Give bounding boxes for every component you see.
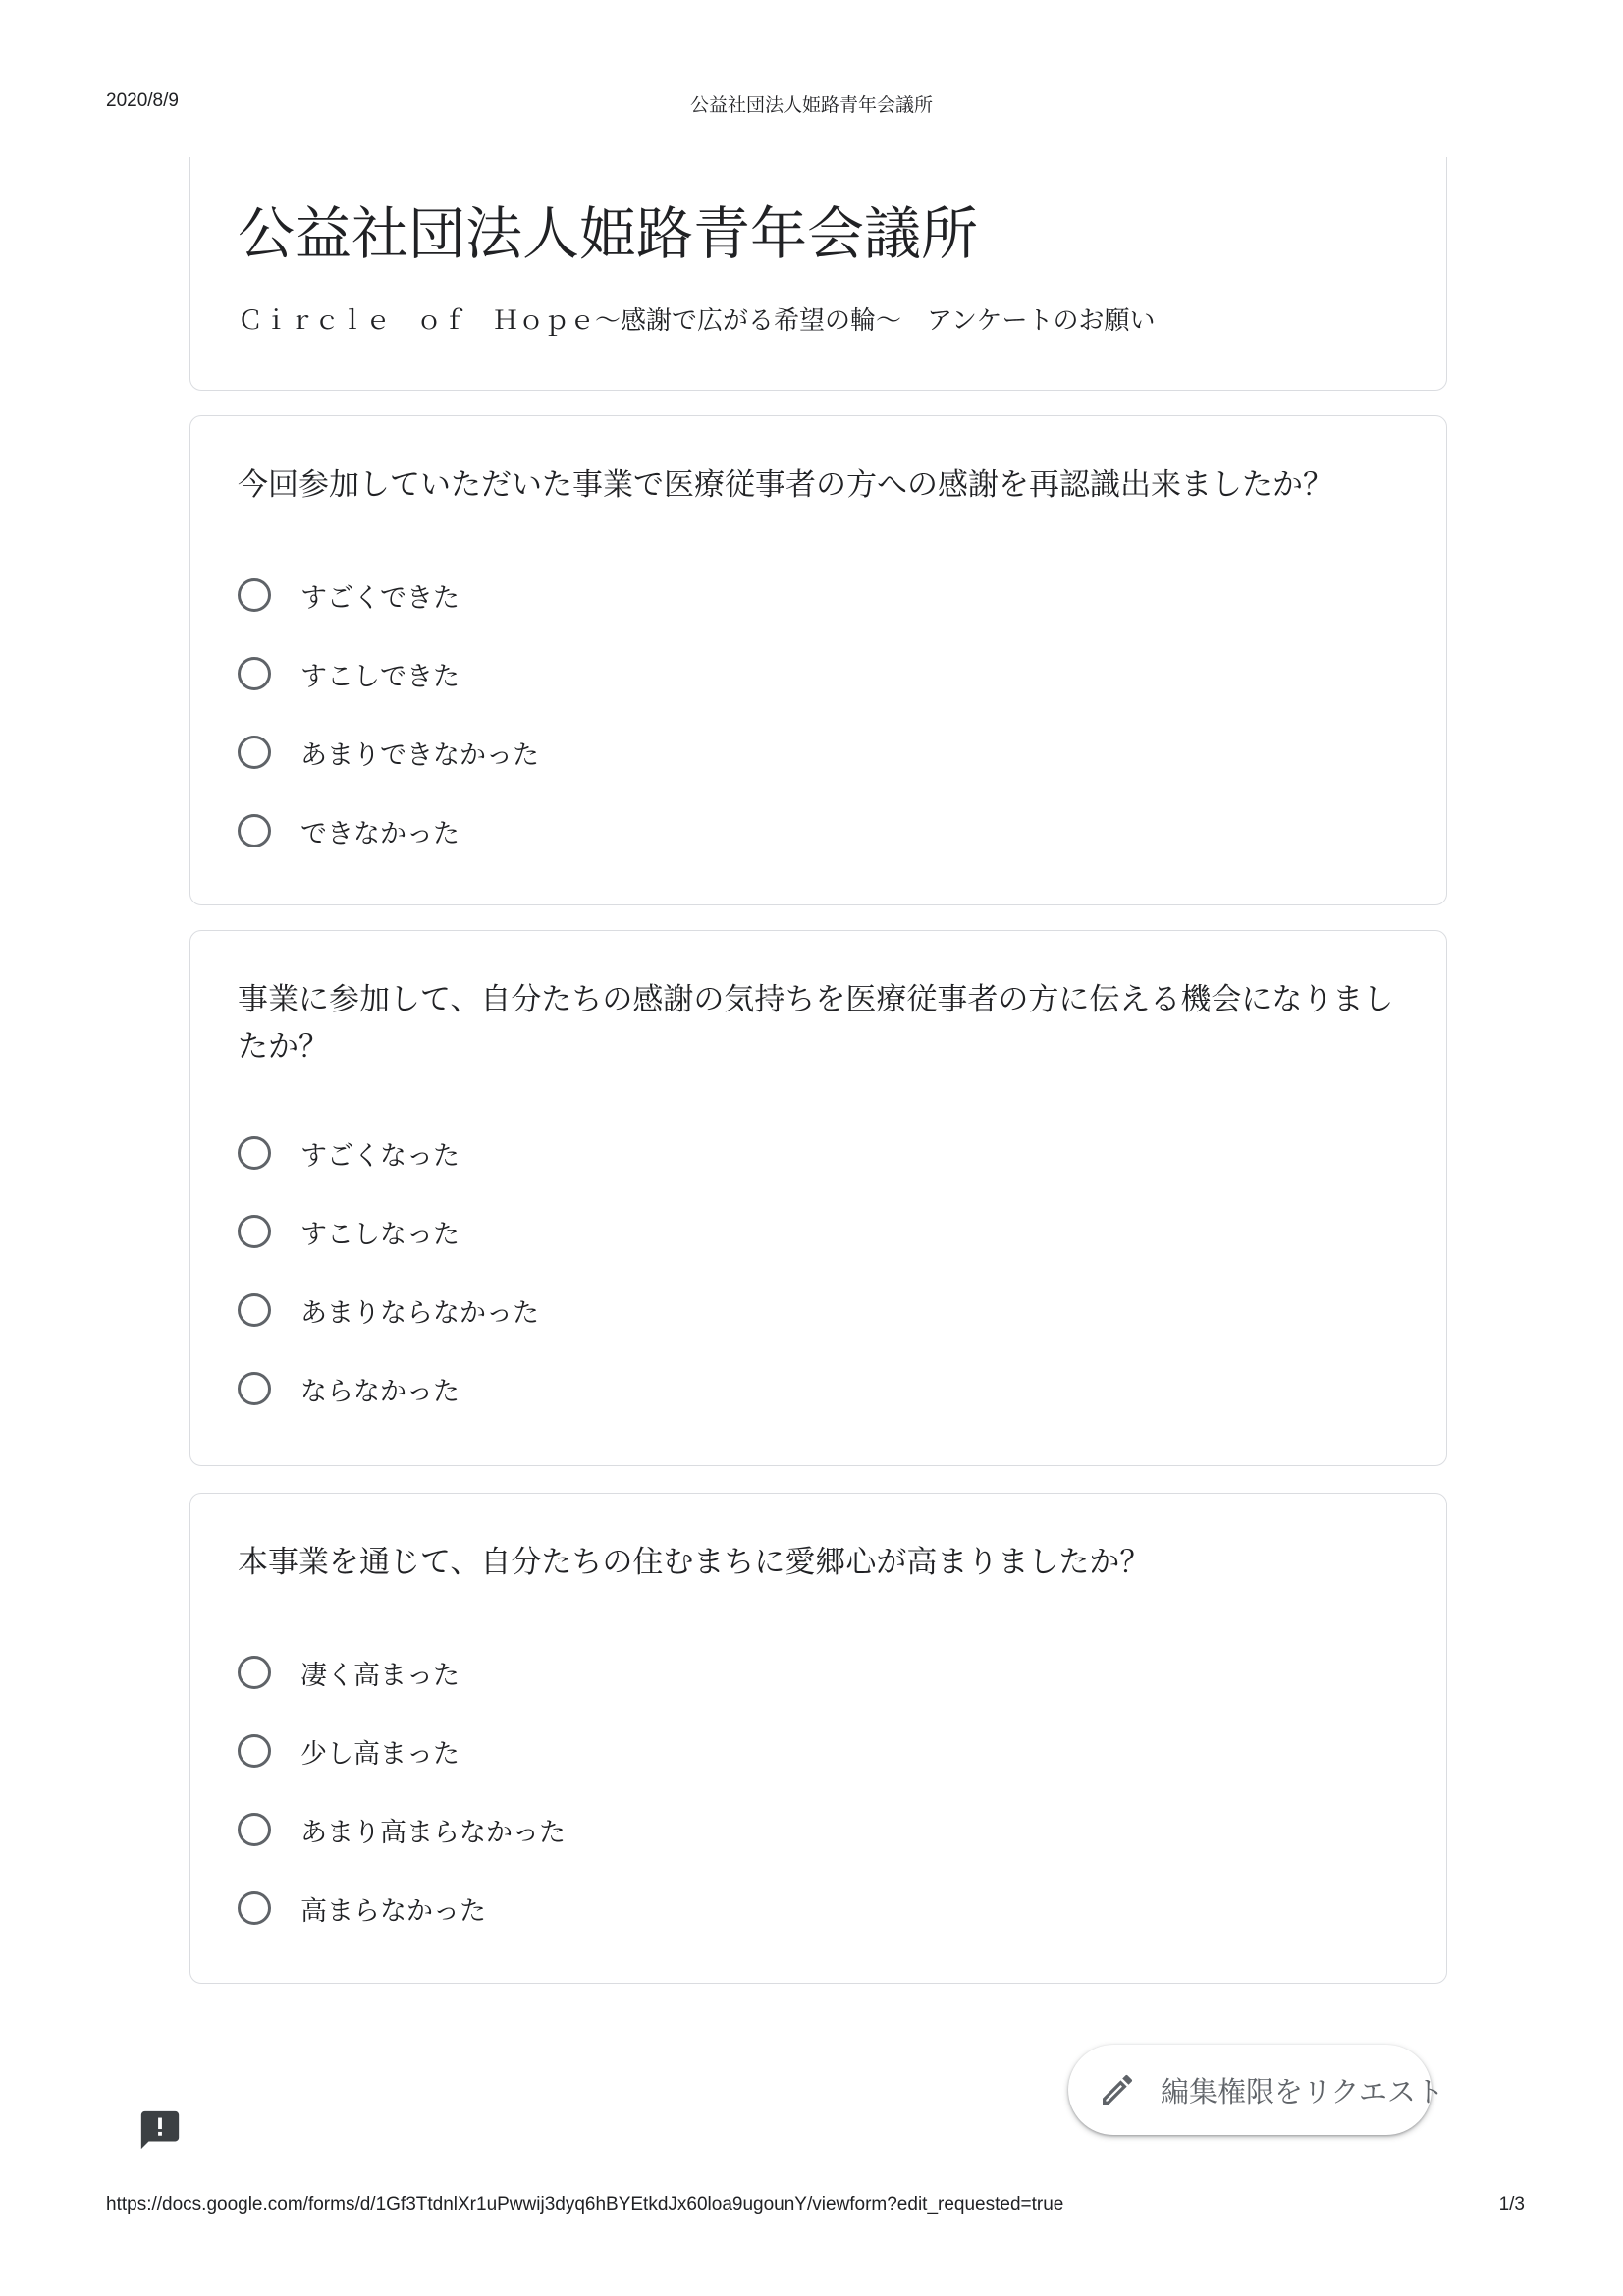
radio-option-label: できなかった — [300, 818, 460, 849]
radio-button[interactable] — [238, 578, 271, 612]
radio-button[interactable] — [238, 1215, 271, 1248]
radio-option[interactable] — [238, 1869, 1399, 1947]
question-title: 本事業を通じて、自分たちの住むまちに愛郷心が高まりましたか？ — [238, 1545, 1151, 1580]
print-date: 2020/8/9 — [106, 90, 179, 111]
radio-option-label: すこしなった — [300, 1219, 460, 1250]
question-card-3 — [189, 1493, 1447, 1984]
radio-option[interactable] — [238, 792, 1399, 870]
radio-group — [238, 556, 1399, 870]
radio-option-label: あまりならなかった — [300, 1297, 539, 1329]
radio-option-label: すこしできた — [300, 661, 460, 692]
radio-option-label: すごくなった — [300, 1140, 460, 1172]
radio-button[interactable] — [238, 736, 271, 769]
radio-option-label: あまり高まらなかった — [300, 1817, 566, 1848]
request-edit-access-button[interactable] — [1068, 2045, 1444, 2135]
radio-button[interactable] — [238, 1136, 271, 1170]
radio-option-label: 少し高まった — [300, 1738, 460, 1770]
print-footer — [0, 2194, 1623, 2219]
radio-option[interactable] — [238, 713, 1399, 792]
radio-button[interactable] — [238, 1891, 271, 1925]
form-title: 公益社団法人姫路青年会議所 — [238, 200, 979, 267]
radio-option[interactable] — [238, 1114, 1399, 1192]
radio-button[interactable] — [238, 1293, 271, 1327]
radio-option[interactable] — [238, 1790, 1399, 1869]
question-card-2 — [189, 930, 1447, 1466]
pencil-icon — [1098, 2070, 1137, 2109]
radio-option[interactable] — [238, 556, 1399, 634]
radio-group — [238, 1633, 1399, 1947]
radio-button[interactable] — [238, 1656, 271, 1689]
radio-option-label: あまりできなかった — [300, 739, 539, 771]
radio-group — [238, 1114, 1399, 1428]
radio-button[interactable] — [238, 814, 271, 847]
print-header — [0, 90, 1623, 116]
radio-option[interactable] — [238, 634, 1399, 713]
question-title: 今回参加していただいた事業で医療従事者の方への感謝を再認識出来ましたか？ — [238, 467, 1333, 503]
radio-option-label: 高まらなかった — [300, 1895, 486, 1927]
question-title: 事業に参加して、自分たちの感謝の気持ちを医療従事者の方に伝える機会になりましたか？ — [238, 982, 1394, 1065]
radio-option[interactable] — [238, 1271, 1399, 1349]
radio-option-label: ならなかった — [300, 1376, 460, 1407]
question-card-1 — [189, 415, 1447, 905]
report-feedback-icon[interactable] — [137, 2107, 183, 2153]
radio-button[interactable] — [238, 1813, 271, 1846]
radio-option[interactable] — [238, 1633, 1399, 1712]
radio-option[interactable] — [238, 1192, 1399, 1271]
form-description: Ｃｉｒｃｌｅ ｏｆ Ｈｏｐｅ～感謝で広がる希望の輪～ アンケートのお願い — [238, 306, 1156, 336]
print-page-number: 1/3 — [1498, 2194, 1525, 2214]
request-edit-label: 編集権限をリクエスト — [1161, 2074, 1444, 2108]
radio-button[interactable] — [238, 1734, 271, 1768]
form-header-card — [189, 157, 1447, 391]
radio-option[interactable] — [238, 1712, 1399, 1790]
radio-option[interactable] — [238, 1349, 1399, 1428]
print-title: 公益社団法人姫路青年会議所 — [689, 95, 933, 116]
print-url: https://docs.google.com/forms/d/1Gf3TtdnlXr1uPwwij3dyq6hBYEtkdJx60loa9ugounY/viewform?edit_requested=true — [106, 2194, 1064, 2214]
radio-option-label: 凄く高まった — [300, 1660, 460, 1691]
radio-button[interactable] — [238, 657, 271, 690]
radio-button[interactable] — [238, 1372, 271, 1405]
feedback-glyph — [137, 2107, 183, 2153]
radio-option-label: すごくできた — [300, 582, 460, 614]
